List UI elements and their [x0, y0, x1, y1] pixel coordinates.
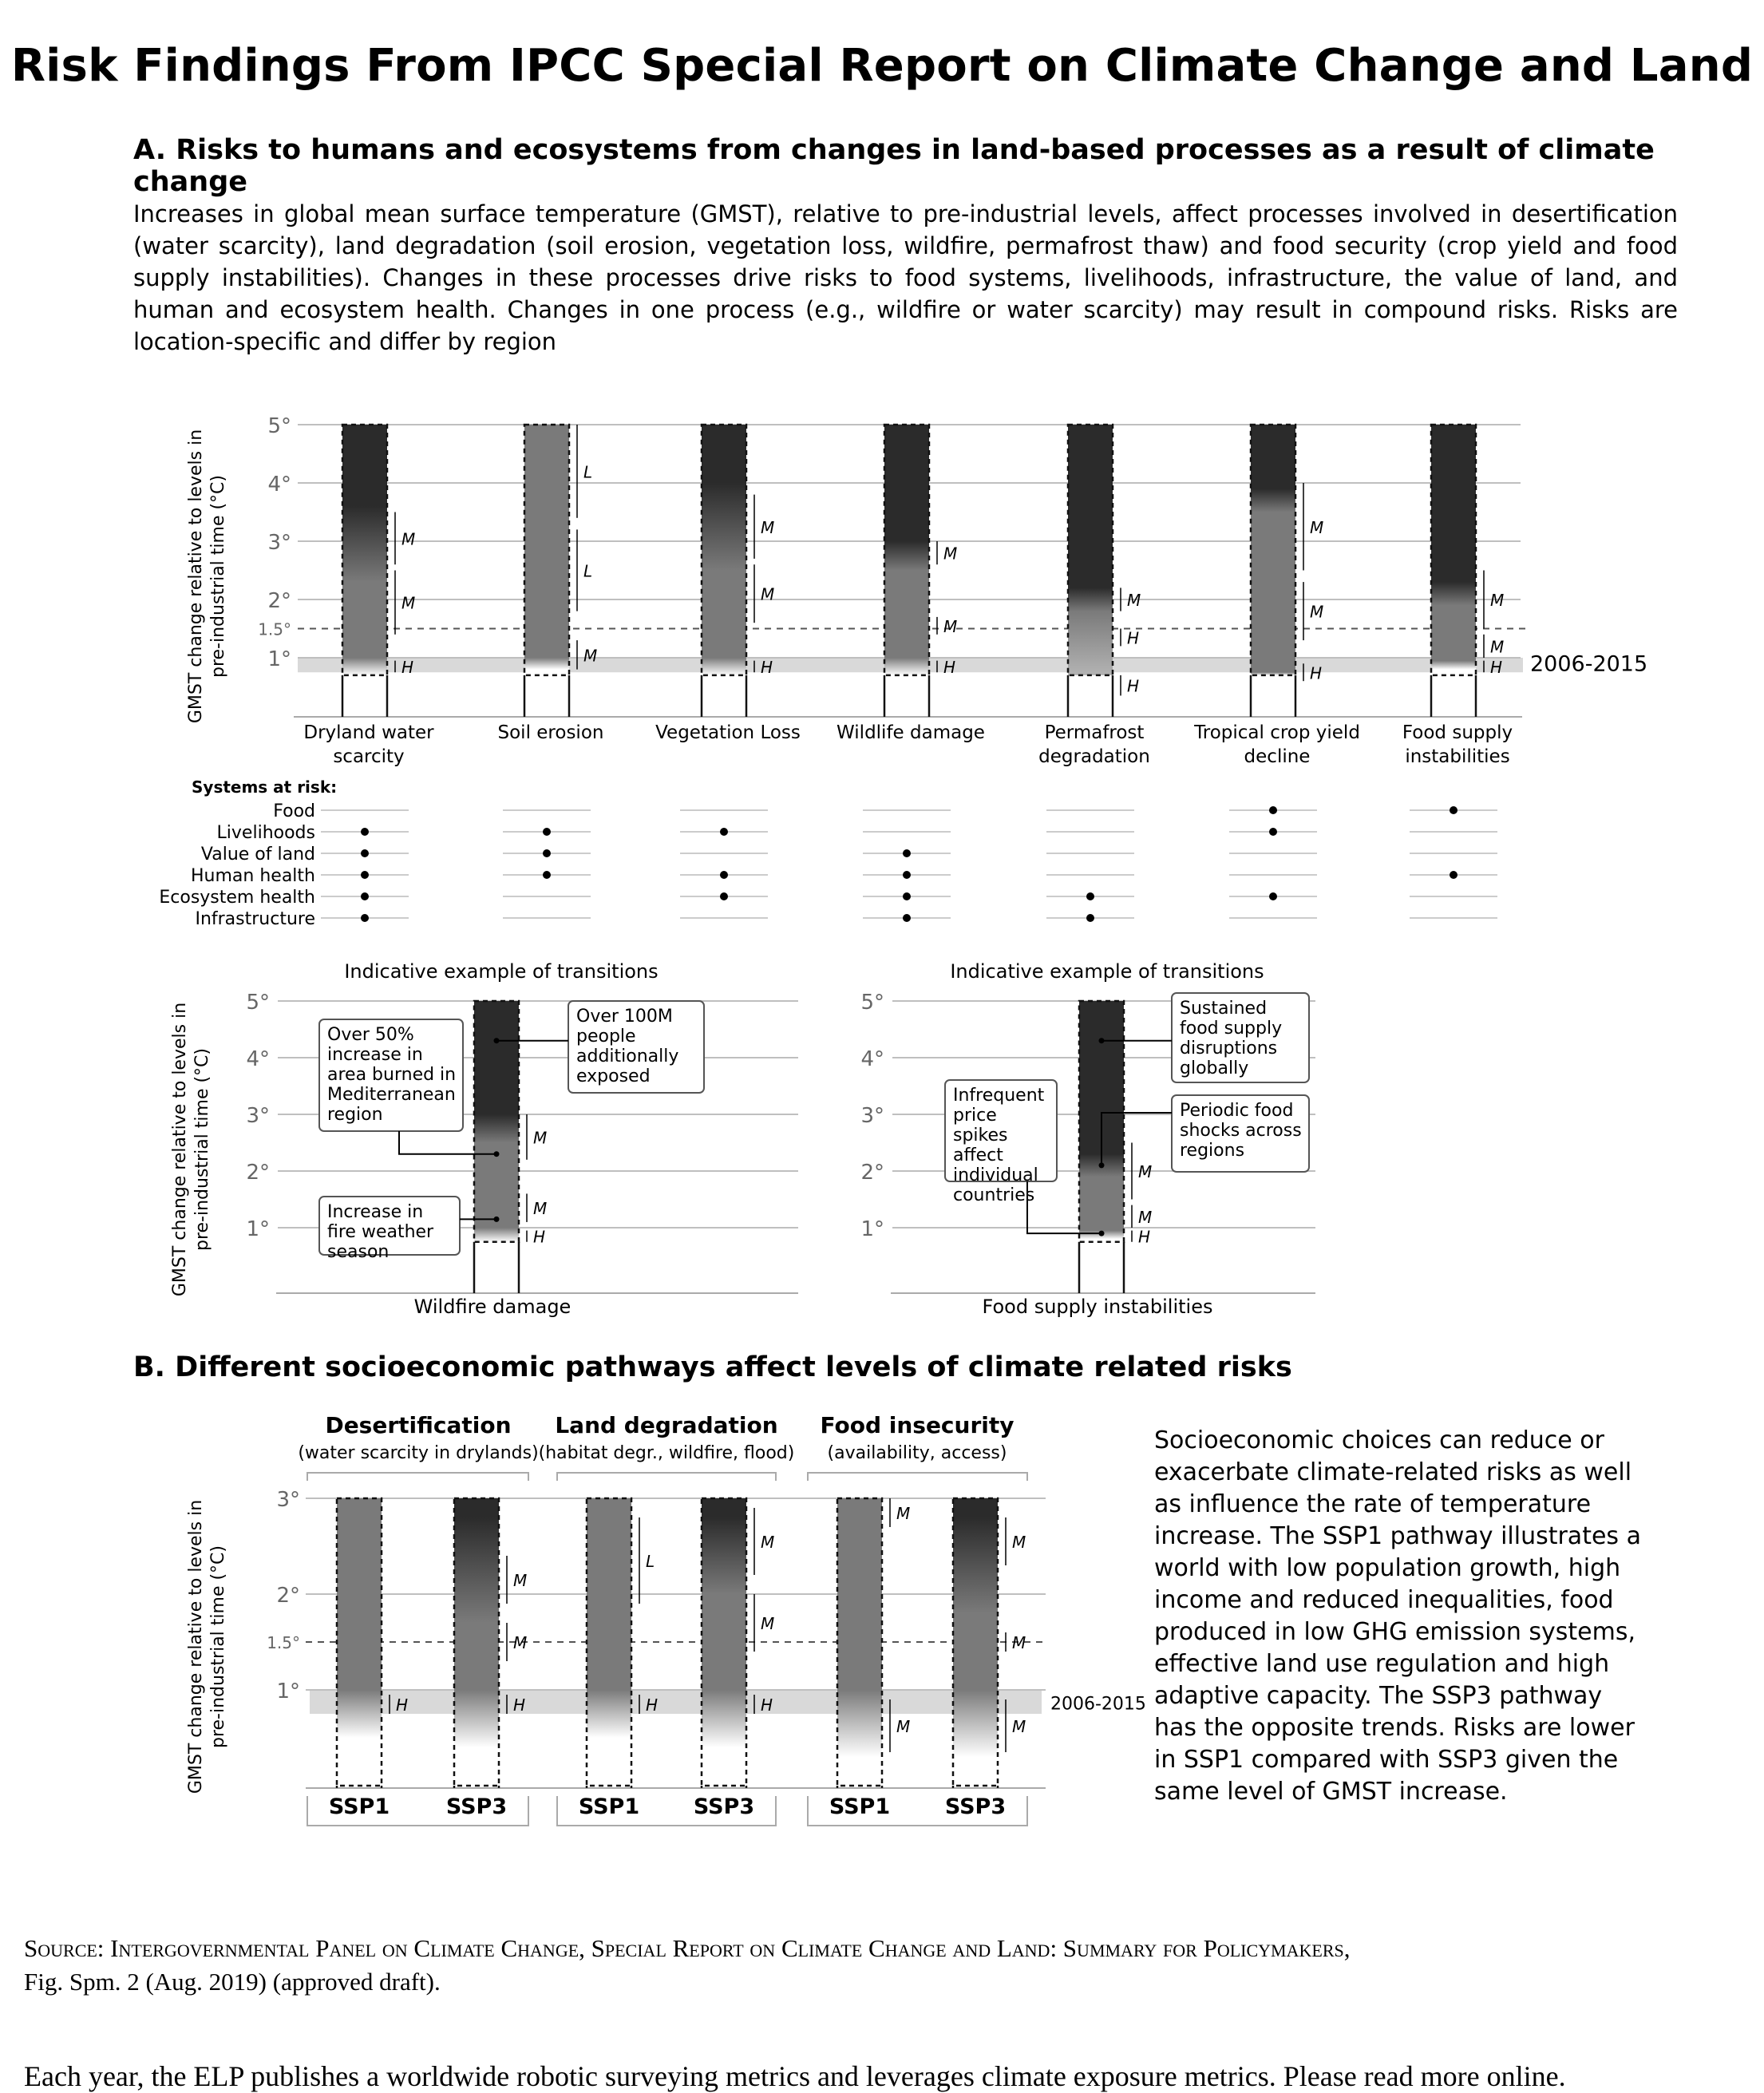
confidence-label-M: M: [583, 646, 598, 666]
system-dot: [543, 849, 551, 857]
systems-title: Systems at risk:: [192, 777, 338, 797]
category-label: Soil erosion: [497, 722, 604, 743]
y-axis-label: GMST change relative to levels in: [186, 429, 206, 724]
ssp-label: SSP1: [829, 1794, 891, 1819]
ssp-ember-bar: [837, 1498, 882, 1786]
annotation-text: Sustained food supply disruptions globally: [1180, 999, 1283, 1078]
system-row-label: Value of land: [200, 845, 315, 864]
confidence-label-M: M: [1012, 1717, 1026, 1736]
y-tick-label: 1.5°: [258, 619, 291, 639]
confidence-label-M: M: [533, 1199, 548, 1219]
group-subtitle: (habitat degr., wildfire, flood): [538, 1443, 795, 1463]
confidence-label-H: H: [1138, 1227, 1151, 1247]
ssp-ember-bar: [953, 1498, 998, 1786]
group-bracket-top: [307, 1473, 528, 1481]
ember-bar: [884, 425, 929, 675]
band-label: 2006-2015: [1530, 651, 1648, 677]
confidence-label-M: M: [1490, 637, 1505, 657]
system-dot: [903, 871, 911, 879]
section-a-heading: A. Risks to humans and ecosystems from changes in land-based processes as a result of climate change: [133, 134, 1655, 198]
group-title: Food insecurity: [820, 1412, 1014, 1438]
confidence-label-M: M: [1310, 517, 1324, 537]
y-tick-label: 4°: [246, 1047, 270, 1071]
y-axis-label: GMST change relative to levels in: [186, 1499, 206, 1794]
band-label: 2006-2015: [1050, 1694, 1146, 1715]
transition-xlabel: Food supply instabilities: [982, 1296, 1213, 1318]
ssp-ember-bar: [702, 1498, 746, 1786]
system-dot: [720, 892, 728, 900]
ssp-ember-bar: [587, 1498, 631, 1786]
annotation-text: Over 50% increase in area burned in Mediterranean region: [327, 1025, 457, 1125]
y-tick-label: 1°: [246, 1217, 270, 1241]
y-tick-label: 2°: [267, 589, 291, 613]
section-b-heading: B. Different socioeconomic pathways affect levels of climate related risks: [133, 1351, 1292, 1383]
system-dot: [1450, 871, 1457, 879]
confidence-label-H: H: [761, 657, 773, 677]
confidence-label-M: M: [1012, 1533, 1026, 1552]
group-title: Land degradation: [555, 1412, 778, 1438]
system-dot: [903, 914, 911, 922]
confidence-label-M: M: [1138, 1162, 1153, 1181]
system-dot: [720, 871, 728, 879]
system-dot: [361, 849, 369, 857]
ember-bar: [524, 425, 569, 675]
ssp-ember-bar: [454, 1498, 499, 1786]
y-axis-label-2: pre-industrial time (°C): [208, 1545, 228, 1749]
annotation-text: Over 100M people additionally exposed: [576, 1007, 679, 1086]
system-dot: [1450, 806, 1457, 814]
source-citation: Source: Intergovernmental Panel on Climate Change, Special Report on Climate Change and Land: Summary for Policymakers,: [24, 1934, 1351, 1962]
y-tick-label: 1°: [267, 647, 291, 671]
y-tick-label: 1.5°: [267, 1633, 300, 1652]
confidence-label-M: M: [761, 1533, 775, 1552]
confidence-label-M: M: [761, 584, 775, 604]
transition-xlabel: Wildfire damage: [413, 1296, 572, 1318]
section-b-text: Socioeconomic choices can reduce or exacerbate climate-related risks as well as influence the rate of temperature increase. The SSP1 pathway illustrates a world with low population growth, high income and reduced inequalities, food produced in low GHG emission systems, effective land use regulation and high adaptive capacity. The SSP3 pathway has the opposite trends. Risks are lower in SSP1 compared with SSP3 given the same level of GMST increase.: [1154, 1426, 1641, 1806]
confidence-label-M: M: [401, 593, 416, 613]
confidence-label-H: H: [761, 1695, 773, 1715]
y-tick-label: 2°: [860, 1161, 884, 1185]
y-tick-label: 5°: [246, 991, 270, 1015]
annotation-text: Infrequent price spikes affect individual countries: [953, 1086, 1045, 1205]
confidence-label-L: L: [646, 1552, 655, 1571]
confidence-label-M: M: [761, 1614, 775, 1633]
system-dot: [543, 871, 551, 879]
category-label: Dryland water scarcity: [303, 722, 434, 767]
category-label: Wildlife damage: [837, 722, 985, 743]
confidence-label-H: H: [1127, 676, 1140, 696]
y-tick-label: 3°: [267, 531, 291, 555]
system-dot: [543, 828, 551, 836]
confidence-label-M: M: [1127, 591, 1141, 610]
system-dot: [1086, 914, 1094, 922]
ssp-label: SSP1: [328, 1794, 390, 1819]
confidence-label-H: H: [513, 1695, 526, 1715]
system-dot: [1269, 892, 1277, 900]
confidence-label-M: M: [1138, 1207, 1153, 1227]
y-tick-label: 5°: [267, 414, 291, 438]
group-subtitle: (water scarcity in drylands): [298, 1443, 539, 1463]
system-row-label: Infrastructure: [195, 909, 315, 929]
confidence-label-M: M: [761, 517, 775, 537]
confidence-label-M: M: [513, 1633, 528, 1652]
confidence-label-H: H: [943, 657, 956, 677]
category-label: Tropical crop yield decline: [1194, 722, 1360, 767]
baseline-band: [310, 1690, 1042, 1714]
ember-bar: [702, 425, 746, 675]
confidence-label-H: H: [533, 1227, 546, 1247]
confidence-label-H: H: [1127, 628, 1140, 648]
transition-title: Indicative example of transitions: [344, 960, 659, 983]
ssp-ember-bar: [337, 1498, 382, 1786]
y-tick-label: 5°: [860, 991, 884, 1015]
transition-ember-bar: [474, 1001, 519, 1242]
system-dot: [903, 849, 911, 857]
page-title: Risk Findings From IPCC Special Report on Climate Change and Land: [10, 40, 1754, 92]
y-axis-label-2: pre-industrial time (°C): [208, 474, 228, 679]
group-subtitle: (availability, access): [827, 1443, 1007, 1463]
system-dot: [361, 828, 369, 836]
y-tick-label: 3°: [276, 1488, 300, 1512]
y-axis-label-2: pre-industrial time (°C): [192, 1047, 212, 1252]
system-dot: [1269, 828, 1277, 836]
confidence-label-M: M: [943, 616, 958, 636]
ssp-label: SSP3: [445, 1794, 508, 1819]
confidence-label-M: M: [896, 1504, 911, 1523]
confidence-label-H: H: [1310, 663, 1323, 683]
confidence-label-H: H: [396, 1695, 409, 1715]
confidence-label-H: H: [1490, 657, 1503, 677]
y-tick-label: 4°: [267, 473, 291, 497]
confidence-label-M: M: [1310, 602, 1324, 622]
annotation-text: Increase in fire weather season: [327, 1202, 434, 1262]
system-dot: [361, 871, 369, 879]
group-bracket-top: [808, 1473, 1027, 1481]
system-row-label: Human health: [191, 866, 315, 886]
system-row-label: Livelihoods: [216, 823, 315, 843]
y-tick-label: 4°: [860, 1047, 884, 1071]
confidence-label-M: M: [1490, 591, 1505, 610]
system-dot: [361, 892, 369, 900]
category-label: Vegetation Loss: [655, 722, 801, 743]
system-row-label: Food: [273, 801, 315, 821]
body-text-cutoff: Each year, the ELP publishes a worldwide robotic surveying metrics and leverages climate exposure metrics. Please read more online.: [24, 2060, 1566, 2092]
ssp-label: SSP3: [944, 1794, 1007, 1819]
y-tick-label: 1°: [276, 1680, 300, 1703]
ember-bar: [342, 425, 387, 675]
ember-bar: [1068, 425, 1113, 675]
group-title: Desertification: [325, 1412, 512, 1438]
ssp-label: SSP1: [578, 1794, 640, 1819]
confidence-label-M: M: [513, 1571, 528, 1590]
system-dot: [361, 914, 369, 922]
y-tick-label: 3°: [860, 1104, 884, 1128]
confidence-label-M: M: [896, 1717, 911, 1736]
y-tick-label: 2°: [246, 1161, 270, 1185]
transition-title: Indicative example of transitions: [950, 960, 1264, 983]
annotation-text: Periodic food shocks across regions: [1180, 1101, 1302, 1161]
confidence-label-H: H: [646, 1695, 659, 1715]
system-row-label: Ecosystem health: [159, 888, 315, 908]
ssp-label: SSP3: [693, 1794, 755, 1819]
ember-bar: [1431, 425, 1476, 675]
y-axis-label: GMST change relative to levels in: [170, 1002, 190, 1297]
group-bracket-top: [557, 1473, 776, 1481]
confidence-label-L: L: [583, 462, 593, 482]
system-dot: [720, 828, 728, 836]
confidence-label-M: M: [943, 544, 958, 564]
y-tick-label: 1°: [860, 1217, 884, 1241]
system-dot: [1086, 892, 1094, 900]
confidence-label-M: M: [533, 1128, 548, 1148]
category-label: Permafrost degradation: [1038, 722, 1150, 767]
confidence-label-M: M: [401, 529, 416, 549]
system-dot: [903, 892, 911, 900]
y-tick-label: 3°: [246, 1104, 270, 1128]
y-tick-label: 2°: [276, 1584, 300, 1608]
section-a-text: Increases in global mean surface temperature (GMST), relative to pre-industrial levels, affect processes involved in desertification (water scarcity), land degradation (soil erosion, vegetation loss, wildfire, permafrost thaw) and food security (crop yield and food supply instabilities). Changes in these processes drive risks to food systems, livelihoods, infrastructure, the value of land, and human and ecosystem health. Changes in one process (e.g., wildfire or water scarcity) may result in compound risks. Risks are location-specific and differ by region: [133, 200, 1678, 355]
ember-bar: [1251, 425, 1295, 675]
source-figure-ref: Fig. Spm. 2 (Aug. 2019) (approved draft).: [24, 1968, 441, 1996]
confidence-label-M: M: [1012, 1633, 1026, 1652]
confidence-label-H: H: [401, 657, 414, 677]
system-dot: [1269, 806, 1277, 814]
confidence-label-L: L: [583, 561, 593, 581]
category-label: Food supply instabilities: [1402, 722, 1513, 767]
